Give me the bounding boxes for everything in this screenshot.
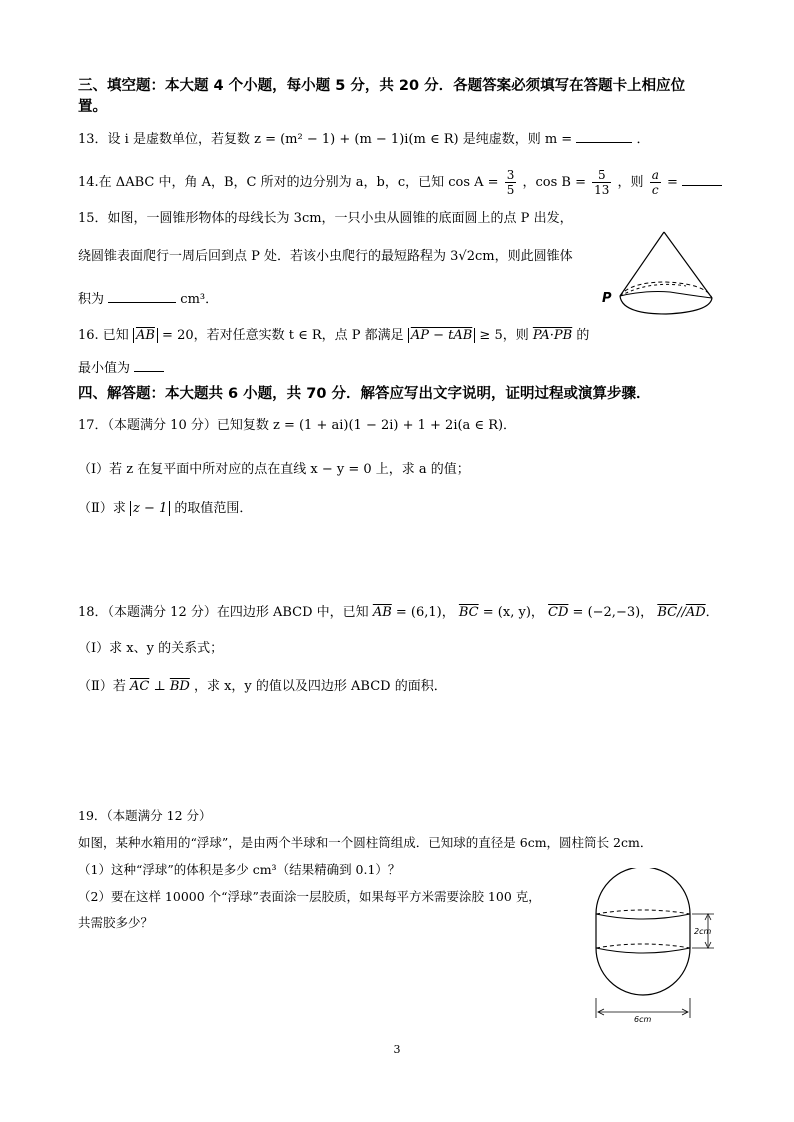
question-18-line2: （Ⅰ）求 x、y 的关系式； bbox=[78, 641, 224, 656]
question-17-line1: 17．（本题满分 10 分）已知复数 z = (1 + ai)(1 − 2i) + 1 + 2i(a ∈ R)． bbox=[78, 418, 517, 433]
question-19-line1: 19．（本题满分 12 分） bbox=[78, 808, 212, 823]
question-19-line2: 如图，某种水箱用的“浮球”，是由两个半球和一个圆柱筒组成．已知球的直径是 6cm，圆柱筒长 2cm． bbox=[78, 835, 653, 850]
point-p-label: P bbox=[602, 291, 612, 306]
question-18-line1: 18．（本题满分 12 分）在四边形 ABCD 中，已知 $\overline{AB} = (6,1)$， $\overline{BC} = (x$, y)， $\overline{CD} = (-2,-3)$， $\overline{BC}//\overline{AD}$． bbox=[78, 605, 719, 620]
diameter-label: 6cm bbox=[634, 1015, 652, 1024]
question-19-line4: （2）要在这样 10000 个“浮球”表面涂一层胶质，如果每平方米需要涂胶 100 克， bbox=[78, 889, 541, 904]
answer-blank bbox=[682, 171, 722, 186]
fraction: $\frac{a}{c}$ bbox=[651, 168, 659, 197]
question-16-line1: 16. 已知 $\overline{AB} = 20$，若对任意实数 t ∈ R，点 P 都满足 AP − tAB ≥ 5，则 PA·PB 的 bbox=[78, 328, 590, 343]
section3-title-line2: 置。 bbox=[78, 99, 107, 115]
page-number: 3 bbox=[393, 1043, 401, 1056]
answer-blank bbox=[108, 288, 176, 303]
question-13: 13．设 i 是虚数单位，若复数 z = (m² − 1) + (m − 1)i(m ∈ R) 是纯虚数，则 m = ． bbox=[78, 128, 650, 149]
question-17-line2: （Ⅰ）若 z 在复平面中所对应的点在直线 x − y = 0 上，求 a 的值； bbox=[78, 462, 470, 477]
section4-title: 四、解答题：本大题共 6 小题，共 70 分．解答应写出文字说明，证明过程或演算步骤． bbox=[78, 386, 651, 402]
section3-title-line1: 三、填空题：本大题 4 个小题，每小题 5 分，共 20 分．各题答案必须填写在答题卡上相应位 bbox=[78, 78, 686, 94]
question-15-line1: 15．如图，一圆锥形物体的母线长为 3cm，一只小虫从圆锥的底面圆上的点 P 出发， bbox=[78, 211, 573, 226]
fraction: $\frac{5}{13}$ bbox=[594, 168, 610, 197]
cone-figure bbox=[600, 226, 718, 322]
question-15-line2: 绕圆锥表面爬行一周后回到点 P 处．若该小虫爬行的最短路程为 3√2cm，则此圆锥体 bbox=[78, 249, 573, 264]
answer-blank bbox=[134, 357, 164, 372]
question-16-line2: 最小值为 bbox=[78, 357, 164, 378]
question-17-line3: （Ⅱ）求 z − 1 的取值范围． bbox=[78, 501, 253, 516]
fraction: $\frac{3}{5}$ bbox=[506, 168, 515, 197]
question-19-line5: 共需胶多少？ bbox=[78, 915, 154, 930]
question-18-line3: （Ⅱ）若 $\overline{AC}$ ⊥ $\overline{BD}$ ，求 x，y 的值以及四边形 ABCD 的面积． bbox=[78, 679, 447, 694]
question-19-line3: （1）这种“浮球”的体积是多少 cm³（结果精确到 0.1）？ bbox=[78, 862, 401, 877]
question-14: 14.在 ΔABC 中，角 A，B，C 所对的边分别为 a，b，c，已知 cos A = $\frac{3}{5}$ ，cos B = $\frac{5}{13}$ ，则 $\frac{a}{c}$ = bbox=[78, 168, 722, 197]
float-ball-figure bbox=[590, 868, 720, 1024]
question-15-line3: 积为 cm³． bbox=[78, 288, 218, 309]
height-label: 2cm bbox=[694, 927, 712, 936]
answer-blank bbox=[576, 128, 632, 143]
